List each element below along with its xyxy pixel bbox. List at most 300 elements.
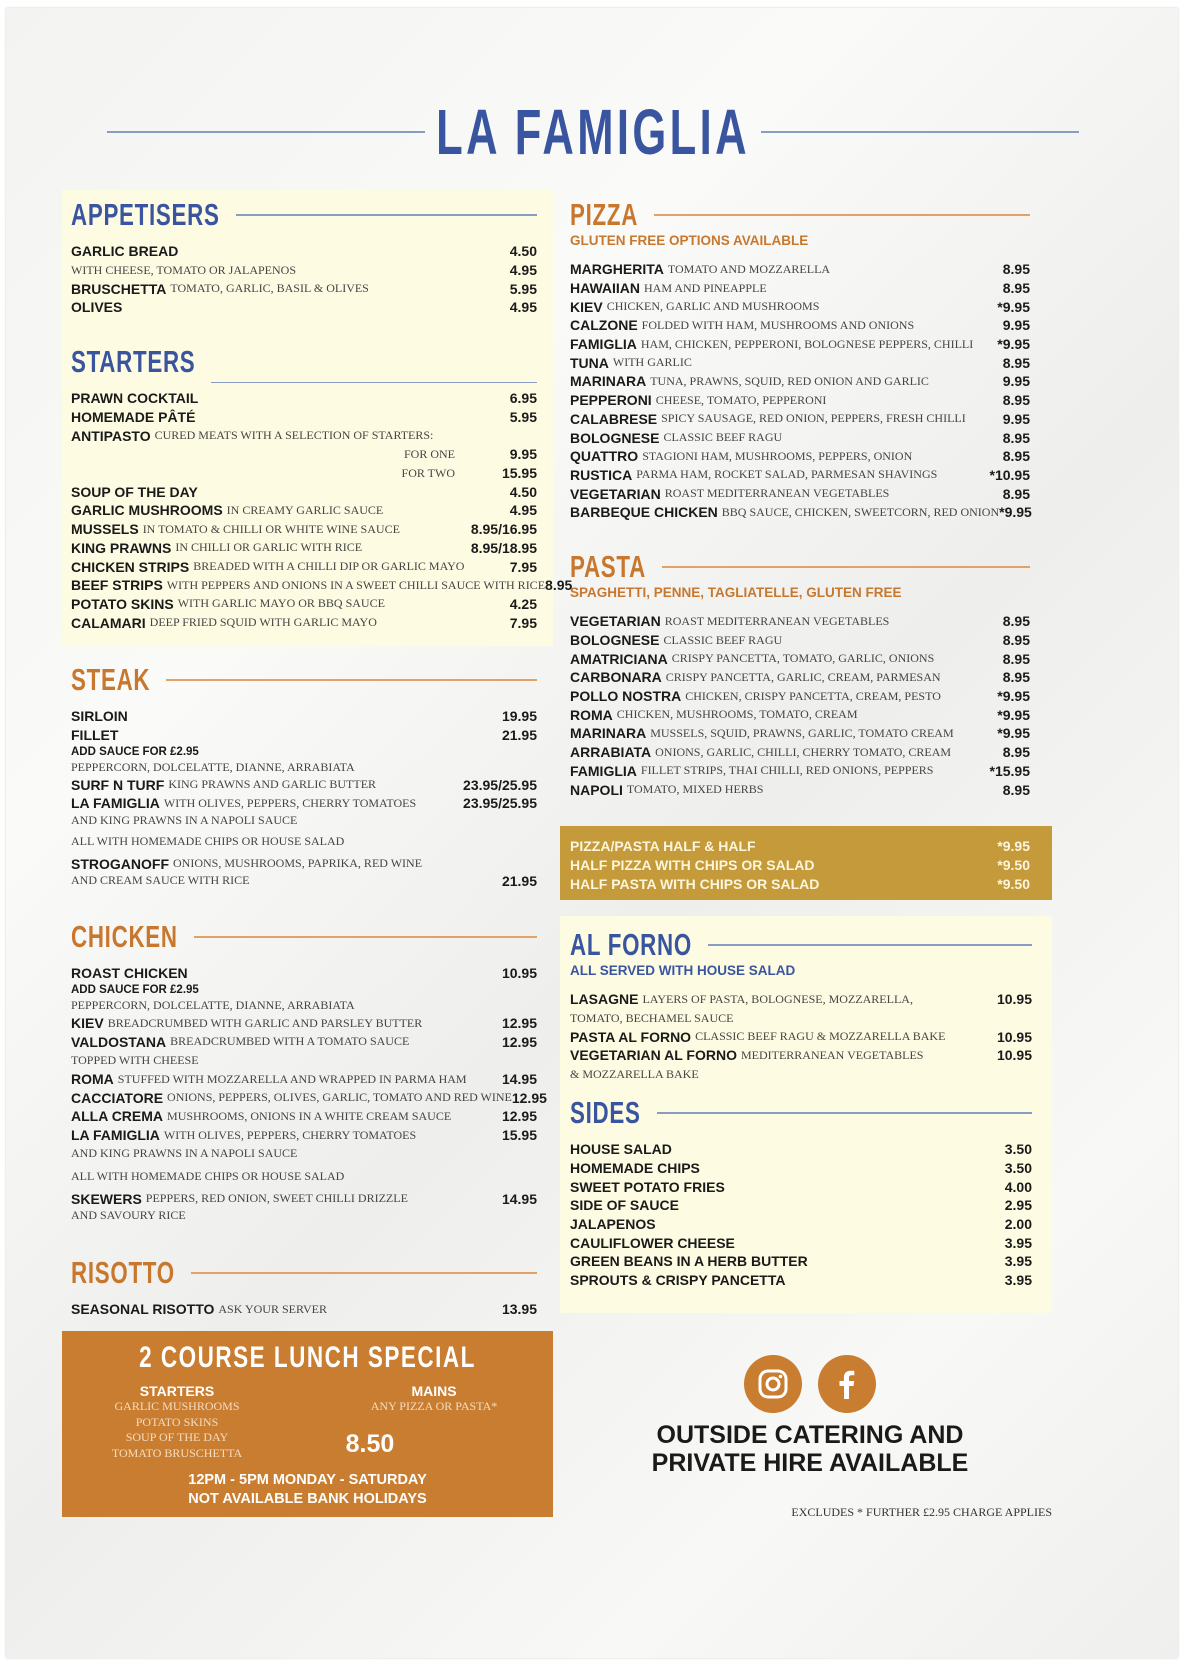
halfhalf-list [570, 837, 1030, 893]
item-description: WITH CHEESE, TOMATO OR JALAPENOS [71, 262, 297, 277]
pizza-heading-row [570, 198, 1030, 232]
item-name: GARLIC BREAD [71, 243, 179, 260]
menu-item [71, 1126, 537, 1145]
item-price: 7.95 [509, 614, 537, 631]
item-description: STAGIONI HAM, MUSHROOMS, PEPPERS, ONION [642, 448, 913, 463]
item-price: 9.95 [1002, 373, 1030, 390]
item-price: 4.50 [509, 243, 537, 260]
item-name: GARLIC MUSHROOMS [71, 502, 223, 519]
item-price: 19.95 [501, 708, 537, 725]
item-description: LAYERS OF PASTA, BOLOGNESE, MOZZARELLA, [642, 991, 913, 1006]
item-price: 3.95 [1004, 1234, 1032, 1251]
item-name: HALF PASTA WITH CHIPS OR SALAD [570, 875, 820, 892]
menu-item [570, 649, 1030, 668]
menu-item [570, 1177, 1032, 1196]
menu-item [71, 1014, 537, 1033]
item-description: ALL WITH HOMEMADE CHIPS OR HOUSE SALAD [71, 833, 345, 848]
item-name: BOLOGNESE [570, 632, 660, 649]
menu-item [71, 1051, 537, 1070]
item-description: FOLDED WITH HAM, MUSHROOMS AND ONIONS [641, 317, 915, 332]
item-name: SURF N TURF [71, 776, 165, 793]
restaurant-name: LA FAMIGLIA [435, 96, 750, 168]
item-description: ROAST MEDITERRANEAN VEGETABLES [664, 486, 890, 501]
item-description: CRISPY PANCETTA, GARLIC, CREAM, PARMESAN [665, 669, 941, 684]
menu-title [0, 96, 1185, 168]
catering-notice [560, 1421, 1060, 1477]
item-price: 4.95 [509, 502, 537, 519]
item-price: *9.95 [999, 504, 1032, 521]
menu-item [71, 520, 537, 539]
starters-heading: STARTERS [71, 344, 196, 379]
item-price: 8.95 [1002, 392, 1030, 409]
item-price: 5.95 [509, 409, 537, 426]
menu-item [570, 297, 1030, 316]
item-description: PARMA HAM, ROCKET SALAD, PARMESAN SHAVINGS [636, 467, 938, 482]
item-price: 8.95 [1002, 261, 1030, 278]
item-name: KING PRAWNS [71, 539, 172, 556]
menu-item [71, 1107, 537, 1126]
instagram-icon[interactable] [744, 1355, 802, 1413]
title-rule-left [107, 131, 425, 133]
item-price: 12.95 [501, 1033, 537, 1050]
sides-heading-rule [657, 1112, 1032, 1114]
item-description: ONIONS, PEPPERS, OLIVES, GARLIC, TOMATO AND RED WINE [167, 1090, 512, 1105]
menu-item [570, 1271, 1032, 1290]
item-description: CRISPY PANCETTA, TOMATO, GARLIC, ONIONS [671, 651, 935, 666]
half-and-half-panel [560, 826, 1052, 900]
pasta-heading-rule [662, 566, 1030, 568]
menu-item [71, 854, 537, 873]
item-price: 12.95 [511, 1089, 547, 1106]
item-name: LA FAMIGLIA [71, 1127, 160, 1144]
item-price: 7.95 [509, 558, 537, 575]
item-name: CALAMARI [71, 614, 146, 631]
menu-item [71, 242, 537, 261]
menu-item [570, 353, 1030, 372]
menu-item [71, 760, 537, 776]
item-name: HAWAIIAN [570, 280, 640, 297]
menu-item [570, 743, 1030, 762]
menu-item [71, 1163, 537, 1189]
item-name: CAULIFLOWER CHEESE [570, 1234, 735, 1251]
item-description: WITH PEPPERS AND ONIONS IN A SWEET CHILLI SAUCE WITH RICE [166, 577, 546, 592]
menu-item [71, 595, 537, 614]
menu-item [570, 466, 1030, 485]
item-price: 8.95 [1002, 613, 1030, 630]
item-description: WITH OLIVES, PEPPERS, CHERRY TOMATOES [163, 795, 417, 810]
item-description: CLASSIC BEEF RAGU [663, 430, 783, 445]
starters-section [71, 344, 573, 632]
item-price: *9.95 [997, 298, 1030, 315]
item-name: ROMA [71, 1071, 114, 1088]
lunch-starters-label: STARTERS [139, 1383, 215, 1399]
pizza-heading: PIZZA [570, 197, 639, 232]
alforno-subheading: ALL SERVED WITH HOUSE SALAD [570, 963, 796, 978]
menu-item [71, 726, 537, 745]
item-price: 8.95 [1002, 280, 1030, 297]
item-price: 13.95 [501, 1301, 537, 1318]
item-description: WITH OLIVES, PEPPERS, CHERRY TOMATOES [163, 1127, 417, 1142]
item-price: 8.95/16.95 [470, 521, 537, 538]
menu-item [570, 1009, 1032, 1028]
item-price: *15.95 [989, 762, 1030, 779]
menu-item [570, 1140, 1032, 1159]
menu-item [71, 501, 537, 520]
item-description: ONIONS, GARLIC, CHILLI, CHERRY TOMATO, CREAM [655, 744, 952, 759]
item-price: 3.50 [1004, 1141, 1032, 1158]
steak-heading-row [71, 663, 537, 697]
item-price: 3.50 [1004, 1160, 1032, 1177]
menu-item [71, 1189, 537, 1208]
item-name: STROGANOFF [71, 855, 169, 872]
lunch-starter: GARLIC MUSHROOMS [114, 1399, 240, 1413]
lunch-hours-text: 12PM - 5PM MONDAY - SATURDAY [188, 1472, 427, 1488]
item-price: 9.95 [1002, 410, 1030, 427]
menu-item [570, 1065, 1032, 1084]
item-price: 10.95 [996, 991, 1032, 1008]
appetisers-section [71, 198, 537, 317]
menu-item [570, 372, 1030, 391]
pasta-heading: PASTA [570, 549, 646, 584]
item-description: ASK YOUR SERVER [218, 1301, 327, 1316]
pizza-subheading: GLUTEN FREE OPTIONS AVAILABLE [570, 233, 809, 248]
menu-item [71, 1032, 537, 1051]
lunch-special-title: 2 COURSE LUNCH SPECIAL [139, 1341, 476, 1374]
menu-item [570, 503, 1030, 522]
menu-item [71, 1145, 537, 1164]
item-price: 4.50 [509, 483, 537, 500]
item-price: 8.95 [1002, 429, 1030, 446]
menu-item [570, 410, 1030, 429]
chicken-section [71, 919, 547, 1223]
halfhalf-items [570, 837, 1030, 893]
alforno-heading-row [570, 928, 1032, 962]
menu-item [71, 539, 537, 558]
item-name: LA FAMIGLIA [71, 795, 160, 812]
menu-item [71, 279, 537, 298]
item-price: 4.95 [509, 299, 537, 316]
item-name: MUSSELS [71, 521, 139, 538]
item-price: *9.95 [997, 838, 1030, 855]
item-price: *9.50 [997, 875, 1030, 892]
menu-item [570, 724, 1030, 743]
sides-items [570, 1140, 1032, 1290]
menu-item [570, 260, 1030, 279]
item-description: ONIONS, MUSHROOMS, PAPRIKA, RED WINE [173, 856, 423, 871]
appetisers-heading: APPETISERS [71, 197, 220, 232]
alforno-heading: AL FORNO [570, 927, 692, 962]
item-description: PEPPERCORN, DOLCELATTE, DIANNE, ARRABIATA [71, 760, 355, 775]
item-name: PASTA AL FORNO [570, 1028, 692, 1045]
item-description: ROAST MEDITERRANEAN VEGETABLES [664, 613, 890, 628]
lunch-starter: SOUP OF THE DAY [125, 1430, 229, 1444]
item-name: FAMIGLIA [570, 762, 637, 779]
item-price: 15.95 [501, 1127, 537, 1144]
menu-item [71, 445, 537, 464]
menu-item [570, 1252, 1032, 1271]
social-links [744, 1355, 876, 1413]
item-name: ROMA [570, 706, 613, 723]
item-price: 2.00 [1004, 1216, 1032, 1233]
item-name: CALABRESE [570, 410, 658, 427]
alforno-items [570, 990, 1032, 1083]
menu-item [570, 1196, 1032, 1215]
item-description: AND SAVOURY RICE [71, 1208, 186, 1223]
item-name: QUATTRO [570, 448, 639, 465]
item-name: VEGETARIAN AL FORNO [570, 1047, 737, 1064]
item-name: CALZONE [570, 317, 638, 334]
item-price: 9.95 [509, 446, 537, 463]
menu-item [570, 316, 1030, 335]
chicken-heading: CHICKEN [71, 919, 178, 954]
item-description: FOR TWO [401, 465, 455, 480]
item-price: 14.95 [501, 1190, 537, 1207]
item-name: CACCIATORE [71, 1089, 164, 1106]
menu-item [570, 335, 1030, 354]
lunch-mains [354, 1383, 514, 1415]
item-name: MARGHERITA [570, 261, 664, 278]
item-price: 10.95 [996, 1028, 1032, 1045]
menu-item [71, 813, 537, 829]
steak-heading-rule [166, 679, 537, 681]
item-description: CHICKEN, CRISPY PANCETTA, CREAM, PESTO [685, 688, 941, 703]
menu-item [570, 1027, 1032, 1046]
item-description: KING PRAWNS AND GARLIC BUTTER [168, 777, 377, 792]
item-price: 4.95 [509, 262, 537, 279]
item-name: ARRABIATA [570, 744, 652, 761]
item-price: 23.95/25.95 [463, 776, 537, 793]
item-description: IN CHILLI OR GARLIC WITH RICE [175, 540, 363, 555]
menu-item [570, 1159, 1032, 1178]
item-description: WITH GARLIC MAYO OR BBQ SAUCE [177, 596, 385, 611]
facebook-icon[interactable] [818, 1355, 876, 1413]
item-name: SIDE OF SAUCE [570, 1197, 679, 1214]
item-price: 4.25 [509, 595, 537, 612]
menu-item [71, 794, 537, 813]
risotto-heading-rule [191, 1272, 537, 1274]
item-description: MUSHROOMS, ONIONS IN A WHITE CREAM SAUCE [167, 1108, 452, 1123]
item-description: CLASSIC BEEF RAGU & MOZZARELLA BAKE [695, 1029, 946, 1044]
menu-item [570, 780, 1030, 799]
item-description: HAM, CHICKEN, PEPPERONI, BOLOGNESE PEPPERS, CHILLI [640, 336, 974, 351]
appetisers-heading-row [71, 198, 537, 232]
menu-item [570, 837, 1030, 856]
menu-item [71, 557, 537, 576]
pizza-items [570, 260, 1030, 522]
item-price: 8.95 [1002, 650, 1030, 667]
menu-item [71, 576, 573, 595]
item-description: TUNA, PRAWNS, SQUID, RED ONION AND GARLIC [650, 373, 929, 388]
item-description: BREADCRUMBED WITH GARLIC AND PARSLEY BUTTER [107, 1015, 423, 1030]
item-name: ANTIPASTO [71, 427, 151, 444]
catering-line-1: OUTSIDE CATERING AND [656, 1421, 964, 1449]
item-price: 8.95/18.95 [470, 539, 537, 556]
item-name: POTATO SKINS [71, 595, 174, 612]
menu-item [570, 687, 1030, 706]
lunch-hours [62, 1471, 553, 1508]
item-description: BBQ SAUCE, CHICKEN, SWEETCORN, RED ONION [721, 504, 1000, 519]
menu-item [570, 762, 1030, 781]
item-name: RUSTICA [570, 466, 633, 483]
alforno-section [570, 928, 1032, 1083]
item-name: AMATRICIANA [570, 650, 668, 667]
title-rule-right [761, 131, 1079, 133]
menu-item [71, 1300, 537, 1319]
item-name: PIZZA/PASTA HALF & HALF [570, 838, 756, 855]
pasta-items [570, 612, 1030, 799]
starters-heading-rule [211, 382, 537, 384]
item-description: IN TOMATO & CHILLI OR WHITE WINE SAUCE [142, 521, 400, 536]
item-description: TOMATO, MIXED HERBS [626, 782, 764, 797]
item-name: OLIVES [71, 299, 123, 316]
lunch-exclusion-text: NOT AVAILABLE BANK HOLIDAYS [188, 1490, 427, 1507]
item-price: *9.95 [997, 725, 1030, 742]
menu-item [570, 874, 1030, 893]
menu-item [71, 261, 537, 280]
lunch-special-panel [62, 1331, 553, 1517]
item-name: CARBONARA [570, 669, 662, 686]
item-price: 10.95 [501, 965, 537, 982]
item-name: NAPOLI [570, 781, 623, 798]
menu-item [71, 482, 537, 501]
item-description: PEPPERS, RED ONION, SWEET CHILLI DRIZZLE [145, 1191, 408, 1206]
item-description: MUSSELS, SQUID, PRAWNS, GARLIC, TOMATO CREAM [650, 725, 954, 740]
menu-item [71, 1088, 547, 1107]
item-description: CHICKEN, MUSHROOMS, TOMATO, CREAM [616, 707, 858, 722]
item-price: *10.95 [989, 466, 1030, 483]
item-price: 21.95 [501, 727, 537, 744]
item-name: PRAWN COCKTAIL [71, 390, 199, 407]
pizza-heading-rule [654, 214, 1030, 216]
item-price: *9.95 [997, 706, 1030, 723]
menu-item [570, 279, 1030, 298]
item-price: 8.95 [1002, 448, 1030, 465]
item-description: BREADCRUMBED WITH A TOMATO SAUCE [170, 1034, 410, 1049]
item-name: BOLOGNESE [570, 429, 660, 446]
menu-item [71, 426, 537, 445]
risotto-items [71, 1300, 537, 1319]
pasta-subheading: SPAGHETTI, PENNE, TAGLIATELLE, GLUTEN FREE [570, 585, 902, 600]
item-description: DEEP FRIED SQUID WITH GARLIC MAYO [149, 615, 377, 630]
sides-heading: SIDES [570, 1095, 641, 1130]
menu-item [570, 856, 1030, 875]
starters-items [71, 389, 573, 632]
item-description: HAM AND PINEAPPLE [644, 280, 767, 295]
item-price: 21.95 [501, 872, 537, 889]
menu-item [71, 1070, 537, 1089]
item-description: TOMATO AND MOZZARELLA [667, 261, 831, 276]
item-price: 8.95 [1002, 669, 1030, 686]
item-description: CURED MEATS WITH A SELECTION OF STARTERS: [154, 428, 434, 443]
item-description: CLASSIC BEEF RAGU [663, 632, 783, 647]
item-price: 9.95 [1002, 317, 1030, 334]
item-price: 8.95 [1002, 354, 1030, 371]
menu-item [71, 744, 537, 760]
catering-line-2: PRIVATE HIRE AVAILABLE [651, 1449, 969, 1477]
menu-item [570, 631, 1030, 650]
item-description: SPICY SAUSAGE, RED ONION, PEPPERS, FRESH CHILLI [661, 411, 966, 426]
item-description: FILLET STRIPS, THAI CHILLI, RED ONIONS, PEPPERS [640, 763, 934, 778]
steak-section [71, 663, 537, 888]
risotto-section [71, 1256, 537, 1319]
pizza-section [570, 198, 1030, 522]
item-name: BARBEQUE CHICKEN [570, 504, 718, 521]
menu-item [71, 408, 537, 427]
item-price: 15.95 [501, 465, 537, 482]
menu-item [71, 873, 537, 889]
steak-heading: STEAK [71, 662, 151, 697]
menu-item [570, 705, 1030, 724]
lunch-price: 8.50 [345, 1430, 395, 1458]
lunch-starter: TOMATO BRUSCHETTA [111, 1445, 243, 1460]
item-price: 23.95/25.95 [463, 795, 537, 812]
item-description: TOPPED WITH CHEESE [71, 1052, 199, 1067]
item-name: FAMIGLIA [570, 336, 637, 353]
pasta-heading-row [570, 550, 1030, 584]
menu-item [71, 389, 537, 408]
menu-item [71, 707, 537, 726]
item-price: 3.95 [1004, 1253, 1032, 1270]
risotto-heading-row [71, 1256, 537, 1290]
sides-section [570, 1096, 1032, 1290]
item-description: CHEESE, TOMATO, PEPPERONI [655, 392, 827, 407]
menu-item [570, 447, 1030, 466]
menu-item [570, 1046, 1032, 1065]
item-name: MARINARA [570, 725, 647, 742]
item-description: PEPPERCORN, DOLCELATTE, DIANNE, ARRABIATA [71, 998, 355, 1013]
menu-item [71, 998, 537, 1014]
item-price: 12.95 [501, 1015, 537, 1032]
item-name: ROAST CHICKEN [71, 965, 188, 982]
lunch-starters [92, 1383, 262, 1461]
item-price: 8.95 [545, 577, 573, 594]
menu-item [71, 775, 537, 794]
item-name: SKEWERS [71, 1190, 142, 1207]
menu-item [71, 828, 537, 854]
item-description: MEDITERRANEAN VEGETABLES [740, 1047, 924, 1062]
item-description: AND KING PRAWNS IN A NAPOLI SAUCE [71, 1146, 298, 1161]
item-name: POLLO NOSTRA [570, 688, 682, 705]
item-description: CHICKEN, GARLIC AND MUSHROOMS [606, 299, 820, 314]
item-price: 14.95 [501, 1071, 537, 1088]
item-description: STUFFED WITH MOZZARELLA AND WRAPPED IN PARMA HAM [117, 1071, 467, 1086]
alforno-heading-rule [708, 944, 1032, 946]
item-name: BRUSCHETTA [71, 280, 167, 297]
item-name: SEASONAL RISOTTO [71, 1301, 215, 1318]
item-price: 8.95 [1002, 632, 1030, 649]
item-price: 8.95 [1002, 485, 1030, 502]
item-name: HOUSE SALAD [570, 1141, 672, 1158]
item-name: ALLA CREMA [71, 1108, 164, 1125]
item-name: TUNA [570, 354, 609, 371]
item-description: AND KING PRAWNS IN A NAPOLI SAUCE [71, 813, 298, 827]
menu-item [71, 964, 537, 983]
lunch-starter: POTATO SKINS [135, 1414, 219, 1429]
chicken-items [71, 964, 547, 1223]
item-price: 8.95 [1002, 781, 1030, 798]
item-name: JALAPENOS [570, 1216, 656, 1233]
pasta-section [570, 550, 1030, 799]
starters-heading-row [71, 345, 537, 379]
item-name: CHICKEN STRIPS [71, 558, 190, 575]
item-description: FOR ONE [403, 446, 455, 461]
item-name: SOUP OF THE DAY [71, 483, 198, 500]
menu-item [71, 298, 537, 317]
item-name: FILLET [71, 727, 119, 744]
item-price: 4.00 [1004, 1178, 1032, 1195]
item-name: ADD SAUCE FOR £2.95 [71, 984, 199, 997]
item-price: *9.95 [997, 336, 1030, 353]
